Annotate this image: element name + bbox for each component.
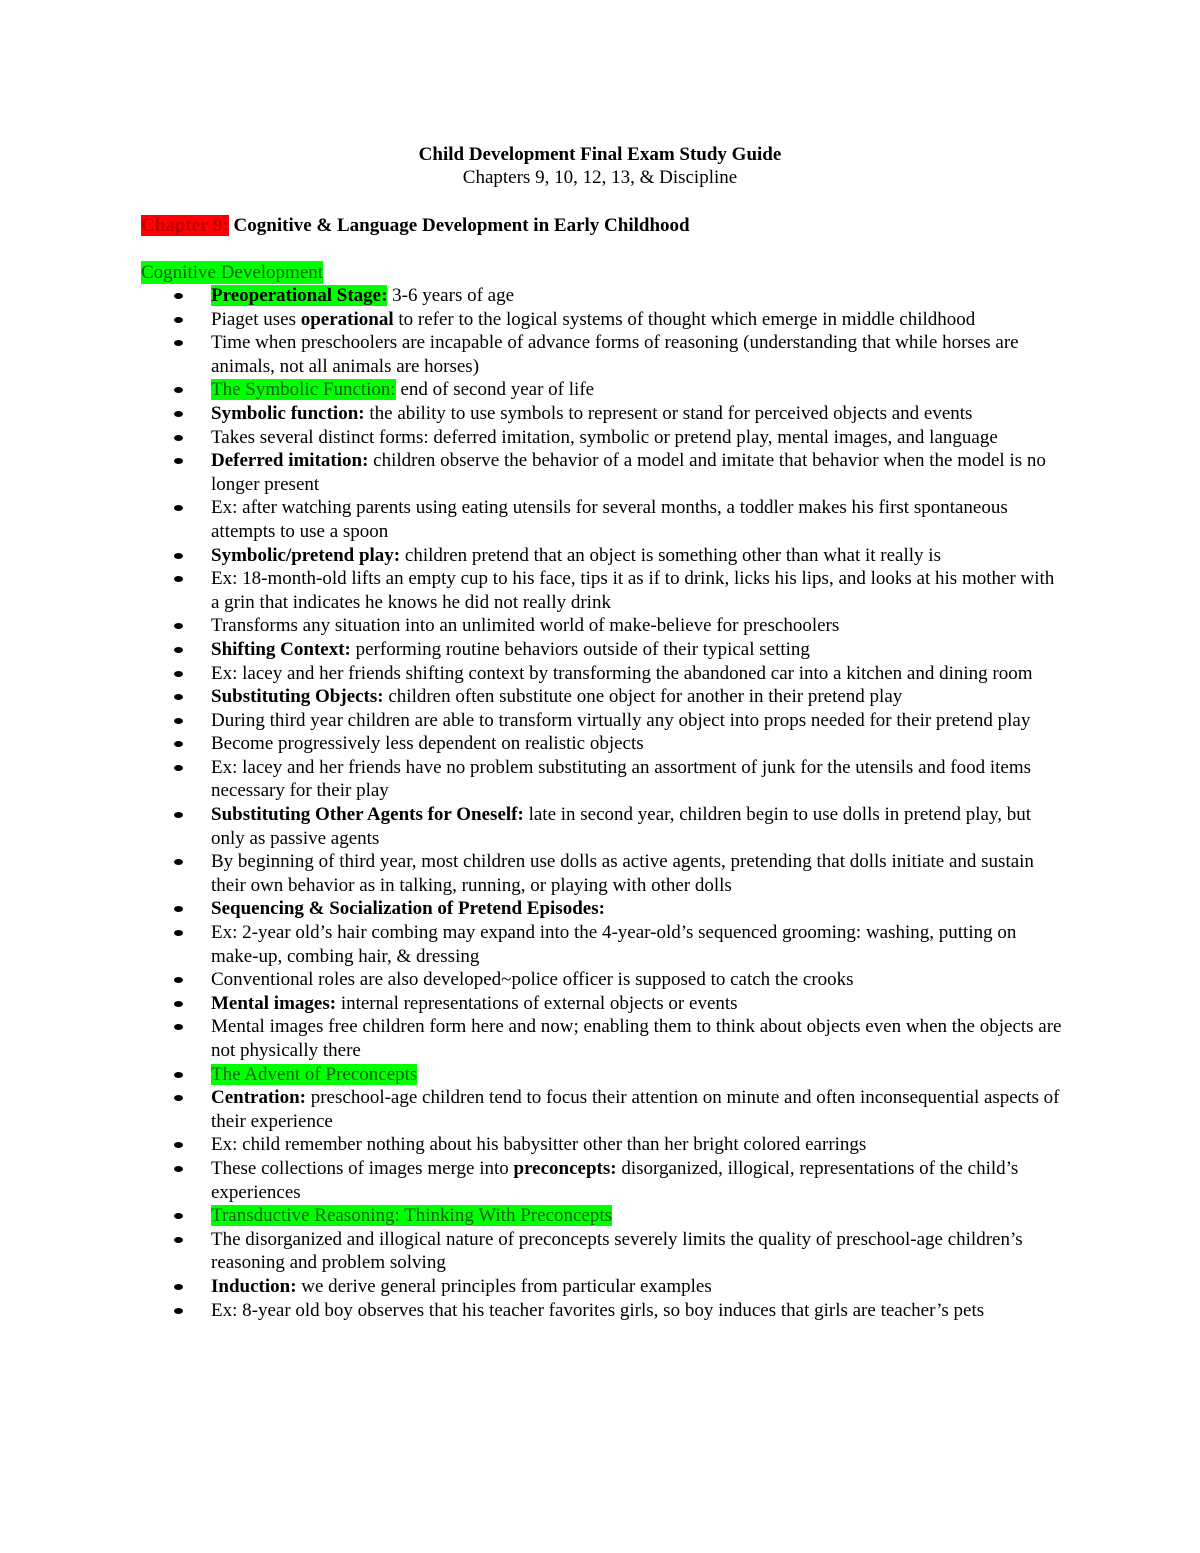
bullet-icon xyxy=(174,576,183,582)
bullet-icon xyxy=(174,859,183,865)
section-heading: Cognitive Development xyxy=(141,262,324,283)
bullet-item xyxy=(0,803,1066,850)
bullet-item xyxy=(0,402,1066,426)
bullet-icon xyxy=(174,906,183,912)
bullet-text: Become progressively less dependent on realistic objects xyxy=(211,733,644,755)
bullet-item xyxy=(0,685,1066,709)
bullet-icon xyxy=(174,1001,183,1007)
bullet-item xyxy=(0,921,1066,968)
bullet-icon xyxy=(174,1284,183,1290)
bullet-item xyxy=(0,1015,1066,1062)
chapter-label: Chapter 9: xyxy=(141,215,229,236)
bullet-icon xyxy=(174,411,183,417)
bullet-text: end of second year of life xyxy=(395,379,595,401)
bullet-text: Ex: 8-year old boy observes that his teacher favorites girls, so boy induces that girls are teacher’s pets xyxy=(211,1299,985,1321)
chapter-heading xyxy=(141,214,690,237)
bullet-text: Time when preschoolers are incapable of advance forms of reasoning (understanding that while horses are animals, not all animals are horses) xyxy=(211,332,1019,377)
bullet-text: Conventional roles are also developed~police officer is supposed to catch the crooks xyxy=(211,969,854,991)
bullet-item xyxy=(0,284,1066,308)
bullet-item xyxy=(0,567,1066,614)
bullet-item xyxy=(0,1228,1066,1275)
bullet-icon xyxy=(174,458,183,464)
bullet-text: Ex: 2-year old’s hair combing may expand into the 4-year-old’s sequenced grooming: washing, putting on make-up, combing hair, & dressing xyxy=(211,922,1017,967)
bullet-item xyxy=(0,1299,1066,1323)
bullet-icon xyxy=(174,694,183,700)
bullet-text: 3-6 years of age xyxy=(387,285,515,306)
bullet-item xyxy=(0,1133,1066,1157)
bullet-item xyxy=(0,897,1066,921)
bullet-term: preconcepts: xyxy=(513,1157,617,1179)
bullet-term: Preoperational Stage: xyxy=(211,285,388,306)
bullet-icon xyxy=(174,765,183,771)
bullet-term: Centration: xyxy=(211,1087,306,1109)
bullet-text: children often substitute one object for another in their pretend play xyxy=(383,686,903,708)
bullet-term: Substituting Other Agents for Oneself: xyxy=(211,804,524,826)
bullet-icon xyxy=(174,1024,183,1030)
bullet-icon xyxy=(174,741,183,747)
bullet-icon xyxy=(174,930,183,936)
bullet-icon xyxy=(174,623,183,629)
bullet-item xyxy=(0,544,1066,568)
bullet-item xyxy=(0,756,1066,803)
chapter-title: Cognitive & Language Development in Early Childhood xyxy=(228,215,690,236)
bullet-text: to refer to the logical systems of thought which emerge in middle childhood xyxy=(393,308,976,330)
bullet-text: internal representations of external objects or events xyxy=(336,992,738,1014)
bullet-icon xyxy=(174,387,183,393)
bullet-subheading: The Advent of Preconcepts xyxy=(211,1063,418,1085)
bullet-text: The disorganized and illogical nature of preconcepts severely limits the quality of preschool-age children’s reasoning and problem solving xyxy=(211,1228,1023,1274)
bullet-icon xyxy=(174,1095,183,1101)
bullet-text: These collections of images merge into xyxy=(211,1157,514,1179)
bullet-item xyxy=(0,1063,1066,1087)
bullet-term: Deferred imitation: xyxy=(211,450,369,472)
bullet-text: we derive general principles from particular examples xyxy=(296,1275,712,1297)
bullet-item xyxy=(0,1204,1066,1228)
bullet-icon xyxy=(174,1308,183,1314)
document-subtitle: Chapters 9, 10, 12, 13, & Discipline xyxy=(462,167,738,188)
bullet-text: Transforms any situation into an unlimited world of make-believe for preschoolers xyxy=(211,615,840,637)
bullet-icon xyxy=(174,1213,183,1219)
bullet-item xyxy=(0,1086,1066,1133)
bullet-subheading: The Symbolic Function: xyxy=(211,379,396,401)
bullet-icon xyxy=(174,1072,183,1078)
bullet-item xyxy=(0,496,1066,543)
bullet-term: operational xyxy=(300,308,394,330)
bullet-term: Symbolic function: xyxy=(211,402,365,424)
bullet-icon xyxy=(174,293,183,299)
document-title: Child Development Final Exam Study Guide xyxy=(418,144,782,165)
bullet-icon xyxy=(174,671,183,677)
bullet-term: Induction: xyxy=(211,1275,297,1297)
bullet-text: late in second year, children begin to use dolls in pretend play, but only as passive agents xyxy=(211,804,1032,849)
bullet-item xyxy=(0,709,1066,733)
bullet-list xyxy=(0,284,1200,1322)
bullet-text: Mental images free children form here and now; enabling them to think about objects even when the objects are not physically there xyxy=(211,1016,1062,1061)
bullet-text: Ex: child remember nothing about his babysitter other than her bright colored earrings xyxy=(211,1134,867,1156)
bullet-text: performing routine behaviors outside of their typical setting xyxy=(350,638,810,660)
bullet-item xyxy=(0,638,1066,662)
bullet-item xyxy=(0,1157,1066,1204)
bullet-text: Piaget uses xyxy=(211,308,301,330)
bullet-icon xyxy=(174,1166,183,1172)
bullet-icon xyxy=(174,977,183,983)
bullet-subheading: Transductive Reasoning: Thinking With Preconcepts xyxy=(211,1205,613,1227)
bullet-text: disorganized, illogical, representations of the child’s experiences xyxy=(211,1157,1019,1203)
bullet-text: By beginning of third year, most children use dolls as active agents, pretending that dolls initiate and sustain their own behavior as in talking, running, or playing with other dolls xyxy=(211,851,1034,896)
bullet-text: the ability to use symbols to represent or stand for perceived objects and events xyxy=(364,402,973,424)
bullet-item xyxy=(0,614,1066,638)
bullet-term: Sequencing & Socialization of Pretend Episodes: xyxy=(211,898,605,920)
bullet-term: Mental images: xyxy=(211,992,337,1014)
bullet-item xyxy=(0,732,1066,756)
bullet-text: Takes several distinct forms: deferred imitation, symbolic or pretend play, mental images, and language xyxy=(211,426,998,448)
bullet-term: Substituting Objects: xyxy=(211,686,384,708)
bullet-icon xyxy=(174,553,183,559)
bullet-text: Ex: lacey and her friends have no problem substituting an assortment of junk for the utensils and food items necessary for their play xyxy=(211,756,1031,802)
bullet-icon xyxy=(174,505,183,511)
bullet-icon xyxy=(174,718,183,724)
bullet-text: During third year children are able to transform virtually any object into props needed for their pretend play xyxy=(211,709,1031,731)
bullet-icon xyxy=(174,647,183,653)
bullet-icon xyxy=(174,1237,183,1243)
bullet-icon xyxy=(174,340,183,346)
bullet-text: children observe the behavior of a model and imitate that behavior when the model is no longer present xyxy=(211,450,1046,495)
bullet-item xyxy=(0,378,1066,402)
bullet-item xyxy=(0,449,1066,496)
bullet-item xyxy=(0,1275,1066,1299)
bullet-item xyxy=(0,850,1066,897)
bullet-item xyxy=(0,662,1066,686)
bullet-text: Ex: lacey and her friends shifting context by transforming the abandoned car into a kitchen and dining room xyxy=(211,662,1033,684)
bullet-item xyxy=(0,426,1066,450)
bullet-item xyxy=(0,331,1066,378)
bullet-item xyxy=(0,992,1066,1016)
bullet-item xyxy=(0,968,1066,992)
bullet-icon xyxy=(174,317,183,323)
bullet-text: preschool-age children tend to focus their attention on minute and often inconsequential aspects of their experience xyxy=(211,1087,1060,1132)
bullet-icon xyxy=(174,1142,183,1148)
bullet-term: Symbolic/pretend play: xyxy=(211,544,401,566)
bullet-text: children pretend that an object is something other than what it really is xyxy=(400,544,941,566)
bullet-text: Ex: 18-month-old lifts an empty cup to his face, tips it as if to drink, licks his lips, and looks at his mother with a grin that indicates he knows he did not really drink xyxy=(211,568,1055,613)
bullet-text: Ex: after watching parents using eating utensils for several months, a toddler makes his first spontaneous attempts to use a spoon xyxy=(211,497,1008,542)
bullet-icon xyxy=(174,435,183,441)
bullet-item xyxy=(0,308,1066,332)
bullet-icon xyxy=(174,812,183,818)
bullet-term: Shifting Context: xyxy=(211,638,351,660)
